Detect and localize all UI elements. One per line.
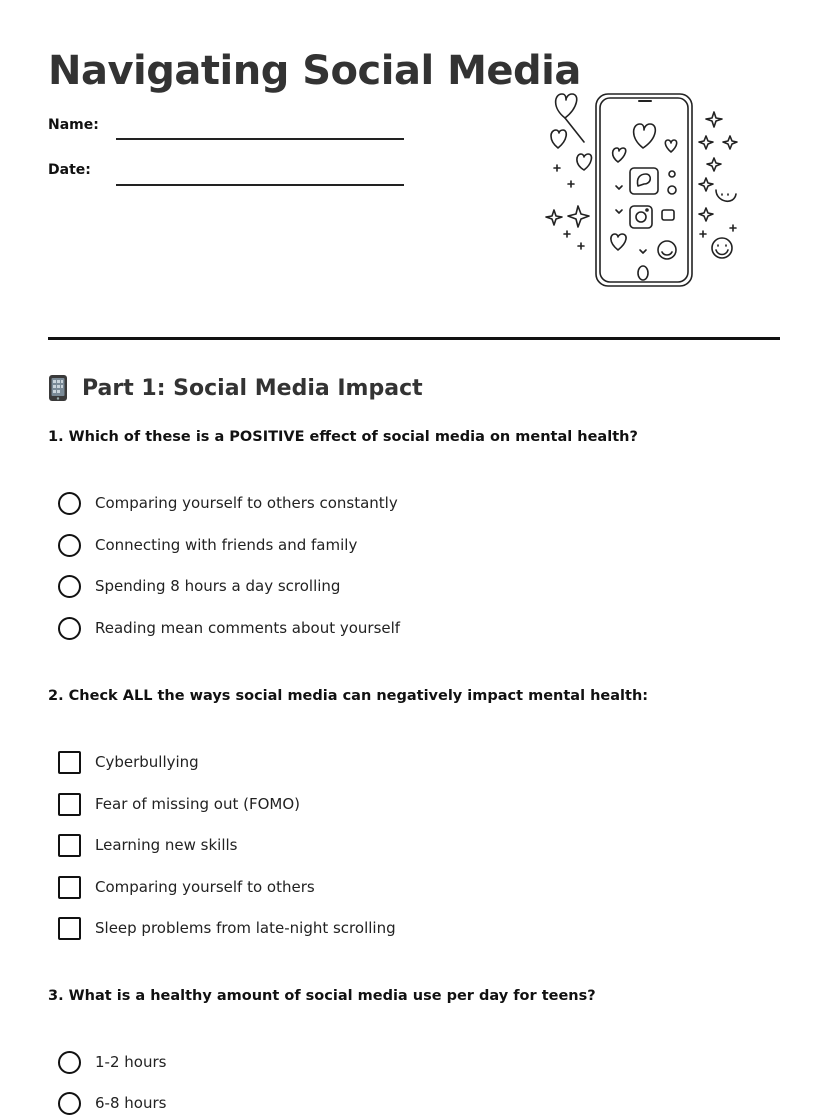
question-3-option-2[interactable] — [58, 1091, 166, 1115]
name-label: Name: — [48, 117, 99, 133]
option-label: Comparing yourself to others constantly — [95, 494, 398, 512]
option-label: Sleep problems from late-night scrolling — [95, 919, 396, 937]
question-2-option-5[interactable] — [58, 916, 396, 940]
worksheet-title: Navigating Social Media — [48, 48, 581, 94]
option-label: Connecting with friends and family — [95, 536, 358, 554]
question-2-option-4[interactable] — [58, 875, 315, 899]
question-3-option-1[interactable] — [58, 1050, 166, 1074]
option-label: Spending 8 hours a day scrolling — [95, 577, 341, 595]
option-label: 1-2 hours — [95, 1053, 167, 1071]
option-label: Learning new skills — [95, 836, 238, 854]
mobile-phone-icon — [48, 374, 68, 402]
question-2-option-1[interactable] — [58, 750, 199, 774]
phone-hearts-illustration — [540, 90, 740, 290]
radio-button[interactable] — [58, 1051, 81, 1074]
section-divider — [48, 337, 780, 340]
checkbox[interactable] — [58, 751, 81, 774]
option-label: Reading mean comments about yourself — [95, 619, 401, 637]
radio-button[interactable] — [58, 492, 81, 515]
checkbox[interactable] — [58, 876, 81, 899]
checkbox[interactable] — [58, 834, 81, 857]
date-label: Date: — [48, 162, 91, 178]
question-2-option-3[interactable] — [58, 833, 237, 857]
section-heading — [48, 374, 423, 402]
option-label: Cyberbullying — [95, 753, 199, 771]
option-label: Comparing yourself to others — [95, 878, 315, 896]
checkbox[interactable] — [58, 793, 81, 816]
question-1-option-2[interactable] — [58, 533, 357, 557]
radio-button[interactable] — [58, 534, 81, 557]
question-1-option-4[interactable] — [58, 616, 400, 640]
section-heading-text: Part 1: Social Media Impact — [82, 375, 423, 401]
name-write-line[interactable] — [116, 138, 404, 140]
option-label: Fear of missing out (FOMO) — [95, 795, 300, 813]
question-1-option-1[interactable] — [58, 491, 398, 515]
radio-button[interactable] — [58, 575, 81, 598]
option-label: 6-8 hours — [95, 1094, 167, 1112]
question-2-option-2[interactable] — [58, 792, 300, 816]
radio-button[interactable] — [58, 1092, 81, 1115]
radio-button[interactable] — [58, 617, 81, 640]
question-1-text: 1. Which of these is a POSITIVE effect of social media on mental health? — [48, 429, 638, 445]
question-2-text: 2. Check ALL the ways social media can negatively impact mental health: — [48, 688, 649, 704]
question-3-text: 3. What is a healthy amount of social media use per day for teens? — [48, 988, 596, 1004]
question-1-option-3[interactable] — [58, 574, 340, 598]
date-write-line[interactable] — [116, 184, 404, 186]
checkbox[interactable] — [58, 917, 81, 940]
